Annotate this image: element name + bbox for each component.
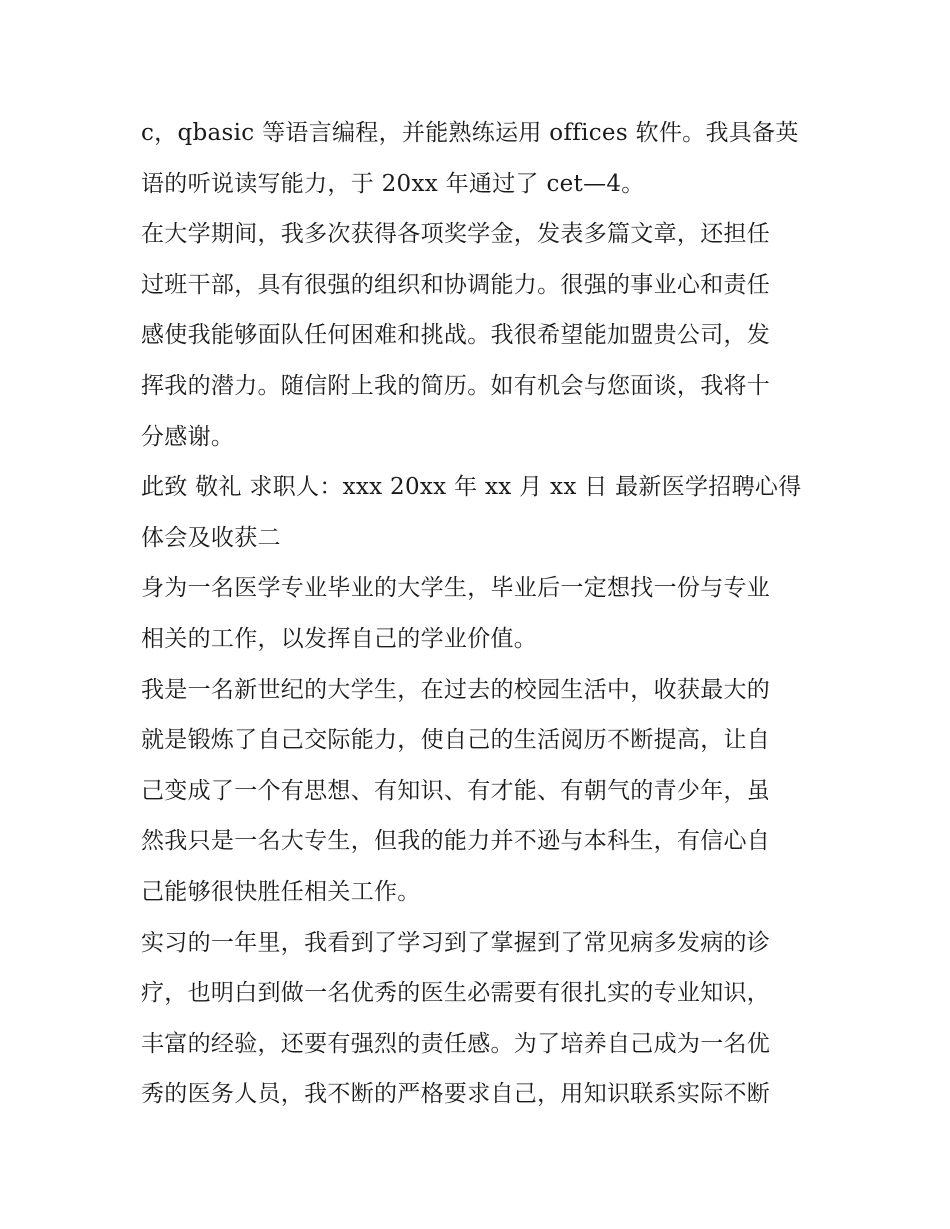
text-line: 己能够很快胜任相关工作。: [141, 878, 421, 905]
text-line: 语的听说读写能力，于 20xx 年通过了 cet—4。: [141, 170, 645, 197]
text-line: 此致 敬礼 求职人：xxx 20xx 年 xx 月 xx 日 最新医学招聘心得: [141, 474, 802, 501]
text-line: 疗，也明白到做一名优秀的医生必需要有很扎实的专业知识，: [141, 980, 771, 1007]
text-line: 然我只是一名大专生，但我的能力并不逊与本科生，有信心自: [141, 828, 771, 855]
text-line: 挥我的潜力。随信附上我的简历。如有机会与您面谈，我将十: [141, 372, 771, 399]
text-line: 丰富的经验，还要有强烈的责任感。为了培养自己成为一名优: [141, 1030, 771, 1057]
text-line: 就是锻炼了自己交际能力，使自己的生活阅历不断提高，让自: [141, 727, 771, 754]
text-line: c，qbasic 等语言编程，并能熟练运用 offices 软件。我具备英: [141, 120, 799, 146]
text-line: 相关的工作，以发挥自己的学业价值。: [141, 625, 538, 652]
text-line: 在大学期间，我多次获得各项奖学金，发表多篇文章，还担任: [141, 221, 771, 248]
text-line: 实习的一年里，我看到了学习到了掌握到了常见病多发病的诊: [141, 929, 771, 956]
text-line: 感使我能够面队任何困难和挑战。我很希望能加盟贵公司，发: [141, 322, 771, 349]
text-line: 身为一名医学专业毕业的大学生，毕业后一定想找一份与专业: [141, 575, 771, 602]
text-line: 分感谢。: [141, 423, 235, 450]
text-line: 过班干部，具有很强的组织和协调能力。很强的事业心和责任: [141, 271, 771, 298]
text-line: 体会及收获二: [141, 524, 281, 551]
text-line: 秀的医务人员，我不断的严格要求自己，用知识联系实际不断: [141, 1081, 771, 1108]
document-body: [141, 108, 821, 1120]
text-line: 我是一名新世纪的大学生，在过去的校园生活中，收获最大的: [141, 676, 771, 703]
text-line: 己变成了一个有思想、有知识、有才能、有朝气的青少年，虽: [141, 777, 771, 804]
